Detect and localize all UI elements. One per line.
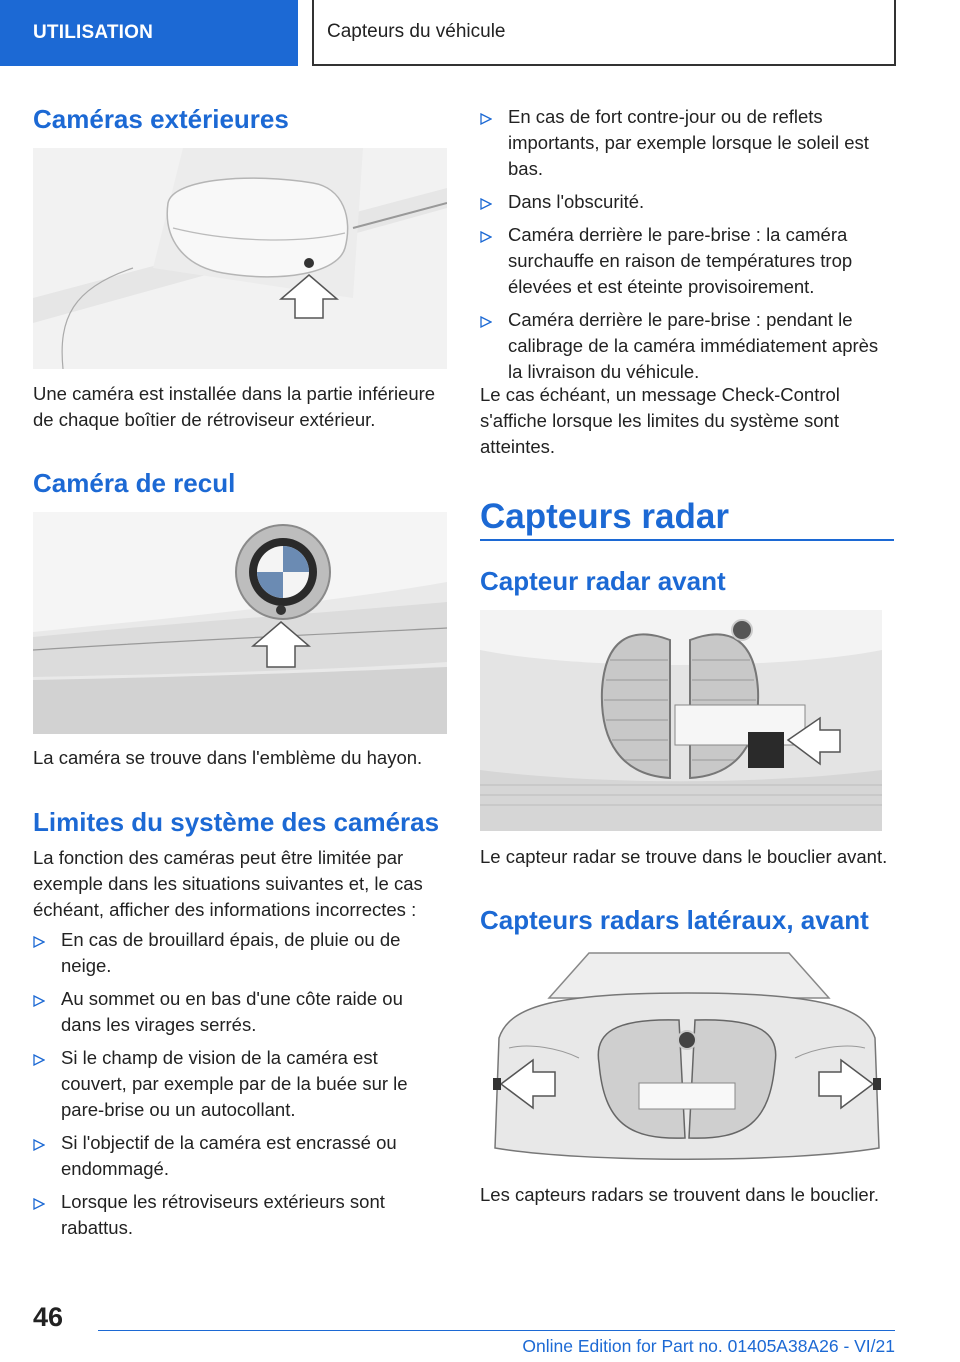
list-item: En cas de brouillard épais, de pluie ou de neige. [33, 927, 447, 979]
exterior-cameras-text: Une caméra est installée dans la partie inférieure de chaque boîtier de rétroviseur extérieur. [33, 383, 436, 430]
triangle-bullet-icon [480, 231, 492, 243]
list-item: Dans l'obscurité. [480, 189, 894, 215]
mirror-camera-illustration [33, 148, 447, 369]
heading-rule [480, 539, 894, 541]
triangle-bullet-icon [33, 1139, 45, 1151]
triangle-bullet-icon [480, 316, 492, 328]
camera-limits-list-continued [480, 104, 894, 392]
camera-limits-list [33, 927, 447, 1248]
front-radar-illustration [480, 610, 882, 831]
chapter-tab [312, 0, 896, 66]
heading-radar-sensors: Capteurs radar [480, 497, 729, 536]
triangle-bullet-icon [33, 995, 45, 1007]
list-item: Au sommet ou en bas d'une côte raide ou dans les virages serrés. [33, 986, 447, 1038]
triangle-bullet-icon [33, 1198, 45, 1210]
triangle-bullet-icon [480, 198, 492, 210]
list-item: Si l'objectif de la caméra est encrassé ou endommagé. [33, 1130, 447, 1182]
rear-camera-illustration [33, 512, 447, 734]
section-title: UTILISATION [33, 22, 154, 43]
heading-exterior-cameras: Caméras extérieures [33, 104, 289, 134]
list-item: En cas de fort contre-jour ou de reflets importants, par exemple lorsque le soleil est bas. [480, 104, 894, 182]
heading-front-radar: Capteur radar avant [480, 566, 726, 596]
heading-camera-limits: Limites du système des caméras [33, 807, 440, 837]
side-radars-text: Les capteurs radars se trouvent dans le bouclier. [480, 1184, 880, 1205]
rear-camera-text: La caméra se trouve dans l'emblème du hayon. [33, 747, 423, 768]
list-item: Lorsque les rétroviseurs extérieurs sont rabattus. [33, 1189, 447, 1241]
section-tab [0, 0, 298, 66]
footer-edition: Online Edition for Part no. 01405A38A26 - VI/21 [522, 1336, 895, 1356]
side-radars-illustration [489, 948, 885, 1170]
footer-rule [98, 1330, 895, 1331]
front-radar-text: Le capteur radar se trouve dans le bouclier avant. [480, 846, 888, 867]
triangle-bullet-icon [33, 1054, 45, 1066]
chapter-title: Capteurs du véhicule [327, 21, 506, 42]
check-control-text: Le cas échéant, un message Check-Control s'affiche lorsque les limites du système sont atteintes. [480, 384, 840, 457]
list-item: Si le champ de vision de la caméra est couvert, par exemple par de la buée sur le pare-brise ou un autocollant. [33, 1045, 447, 1123]
list-item: Caméra derrière le pare-brise : la caméra surchauffe en raison de températures trop élevées et est éteinte provisoirement. [480, 222, 894, 300]
list-item: Caméra derrière le pare-brise : pendant le calibrage de la caméra immédiatement après la livraison du véhicule. [480, 307, 894, 385]
heading-side-radars: Capteurs radars latéraux, avant [480, 905, 869, 935]
heading-rear-camera: Caméra de recul [33, 468, 236, 498]
camera-limits-text: La fonction des caméras peut être limitée par exemple dans les situations suivantes et, le cas échéant, afficher des informations incorrectes : [33, 847, 423, 920]
page-number: 46 [33, 1302, 64, 1332]
triangle-bullet-icon [480, 113, 492, 125]
triangle-bullet-icon [33, 936, 45, 948]
